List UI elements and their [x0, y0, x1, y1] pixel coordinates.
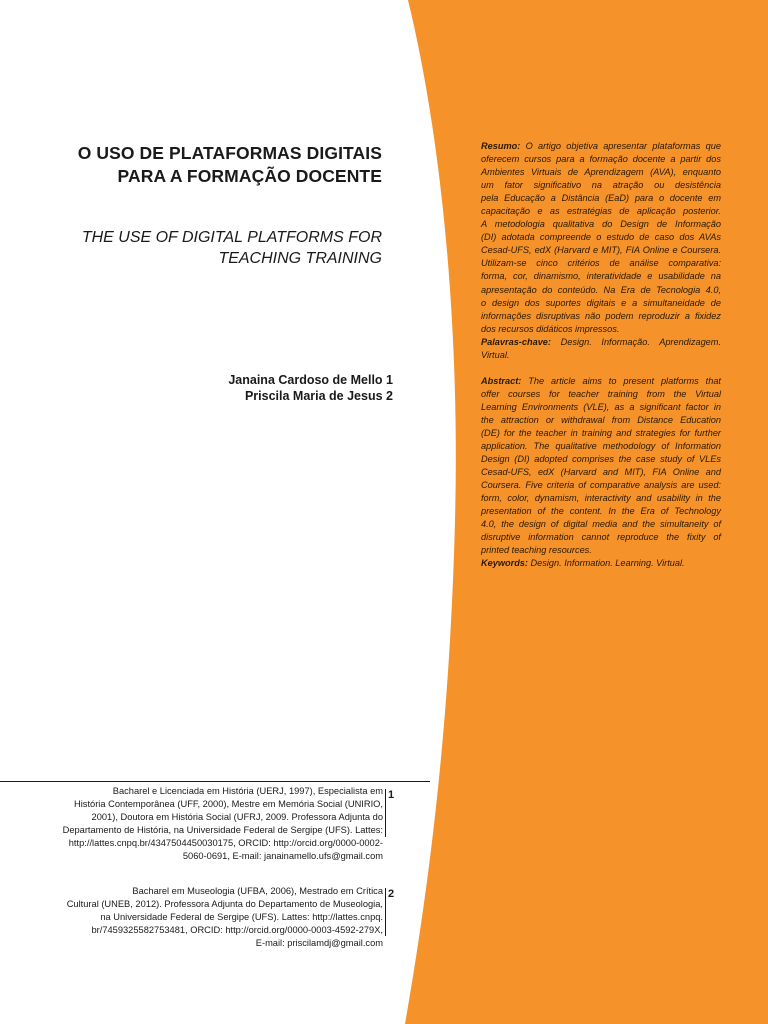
author-footnote-mark: 1 — [386, 373, 393, 387]
title-english — [40, 227, 382, 269]
footnote-line: História Contemporânea (UFF, 2000), Mestre em Memória Social (UNIRIO, — [74, 798, 383, 809]
footnote-line: http://lattes.cnpq.br/4347504450030175, ORCID: http://orcid.org/0000-0002- — [68, 837, 383, 848]
footnote-line: 2001), Doutora em História Social (UFRJ, 2009. Professora Adjunta do — [91, 811, 383, 822]
abstract-line: Learning Environments (VLE), as a significant factor in — [481, 401, 721, 412]
resumo-line: forma, cor, dinamismo, interatividade e usabilidade na — [481, 271, 721, 282]
abstract-line: offer courses for teacher training from the Virtual — [481, 388, 721, 399]
abstract-line: Coursera. Five criteria of comparative analysis are used: — [481, 480, 721, 491]
section-spacer — [481, 362, 721, 375]
keywords-label: Keywords: — [481, 558, 528, 569]
resumo-line: Cesad-UFS, edX (Harvard e MIT), FIA Online e Coursera. — [481, 245, 721, 256]
footnote-line: Departamento de História, na Universidade Federal de Sergipe (UFS). Lattes: — [62, 824, 383, 835]
footnote-line: na Universidade Federal de Sergipe (UFS). Lattes: http://lattes.cnpq. — [100, 911, 383, 922]
palavras-chave-line: Virtual. — [481, 349, 510, 360]
keywords-line: Keywords: Design. Information. Learning. Virtual. — [481, 558, 685, 569]
abstract-line: Design (DI) adopted comprises the case study of VLEs — [481, 454, 721, 465]
title-pt-line-2: PARA A FORMAÇÃO DOCENTE — [117, 166, 382, 186]
footnote-line: Bacharel em Museologia (UFBA, 2006), Mestrado em Crítica — [132, 886, 383, 896]
resumo-label: Resumo: — [481, 141, 521, 151]
footnote-line: Cultural (UNEB, 2012). Professora Adjunta do Departamento de Museologia, — [66, 898, 383, 909]
resumo-line: o design dos suportes digitais e a simultaneidade de — [481, 297, 721, 308]
resumo-line: apresentação do conteúdo. Na Era de Tecnologia 4.0, — [481, 284, 721, 295]
footnote-1 — [40, 785, 383, 862]
palavras-chave-line: Palavras-chave: Design. Informação. Aprendizagem. — [481, 336, 721, 347]
author-name: Priscila Maria de Jesus — [244, 389, 383, 403]
title-en-line-1: THE USE OF DIGITAL PLATFORMS FOR — [81, 229, 382, 246]
resumo-line: dos recursos didáticos impressos. — [481, 323, 620, 334]
abstract-line: disruptive information cannot reproduce the fixity of — [481, 532, 721, 543]
footnote-line: 5060-0691, E-mail: janainamello.ufs@gmail.com — [182, 850, 383, 861]
author-footnote-mark: 2 — [386, 389, 393, 403]
footnote-separator — [0, 781, 430, 782]
resumo-line: Resumo: O artigo objetiva apresentar plataformas que — [481, 141, 721, 151]
resumo-line: pela Educação a Distância (EaD) para o docente em — [481, 193, 721, 204]
abstract-line: application. The qualitative methodology of Information — [481, 441, 721, 452]
author-row — [150, 372, 393, 388]
resumo-line: capacitação e as estratégias de aplicação posterior. — [481, 206, 721, 217]
resumo-line: Ambientes Virtuais de Aprendizagem (AVA), enquanto — [481, 167, 721, 178]
resumo-line: oferecem cursos para a formação docente a partir dos — [481, 154, 721, 165]
resumo-line: Utilizam-se cinco critérios de análise comparativa: — [481, 258, 721, 269]
title-pt-line-1: O USO DE PLATAFORMAS DIGITAIS — [77, 143, 382, 163]
footnote-line: br/7459325582753481, ORCID: http://orcid.org/0000-0003-4592-279X, — [91, 924, 383, 935]
abstract-line: Abstract: The article aims to present platforms that — [481, 375, 721, 386]
abstract-line: 4.0, the design of digital media and the simultaneity of — [481, 519, 721, 530]
abstract-line: form, color, dynamism, interactivity and usability in the — [481, 493, 721, 504]
footnote-2 — [40, 885, 383, 950]
author-name: Janaina Cardoso de Mello — [228, 373, 383, 387]
resumo-line: um fator significativo na atração ou desistência — [481, 180, 721, 191]
title-portuguese — [40, 142, 382, 188]
resumo-line: A metodologia qualitativa do Design de Informação — [481, 219, 721, 230]
abstract-label: Abstract: — [481, 375, 522, 386]
abstract-line: the attraction or withdrawal from Distance Education — [481, 414, 721, 425]
footnote-1-mark: 1 — [385, 789, 400, 837]
footnote-line: Bacharel e Licenciada em História (UERJ, 1997), Especialista em — [112, 786, 383, 796]
abstract-column — [481, 140, 721, 571]
author-list — [150, 372, 393, 404]
abstract-line: printed teaching resources. — [481, 545, 592, 556]
footnote-2-mark: 2 — [385, 888, 400, 936]
palavras-chave-label: Palavras-chave: — [481, 336, 551, 347]
author-row — [150, 388, 393, 404]
abstract-line: presentation of the content. In the Era of Technology — [481, 506, 721, 517]
abstract-line: Cesad-UFS, edX (Harvard and MIT), FIA Online and — [481, 467, 721, 478]
resumo-line: informações disruptivas não podem reproduzir a fixidez — [481, 310, 721, 321]
title-en-line-2: TEACHING TRAINING — [218, 250, 382, 267]
resumo-line: (DI) adotada compreende o estudo de caso dos AVAs — [481, 232, 721, 243]
abstract-line: (DE) for the teacher in training and strategies for further — [481, 427, 721, 438]
footnote-line: E-mail: priscilamdj@gmail.com — [255, 937, 383, 948]
